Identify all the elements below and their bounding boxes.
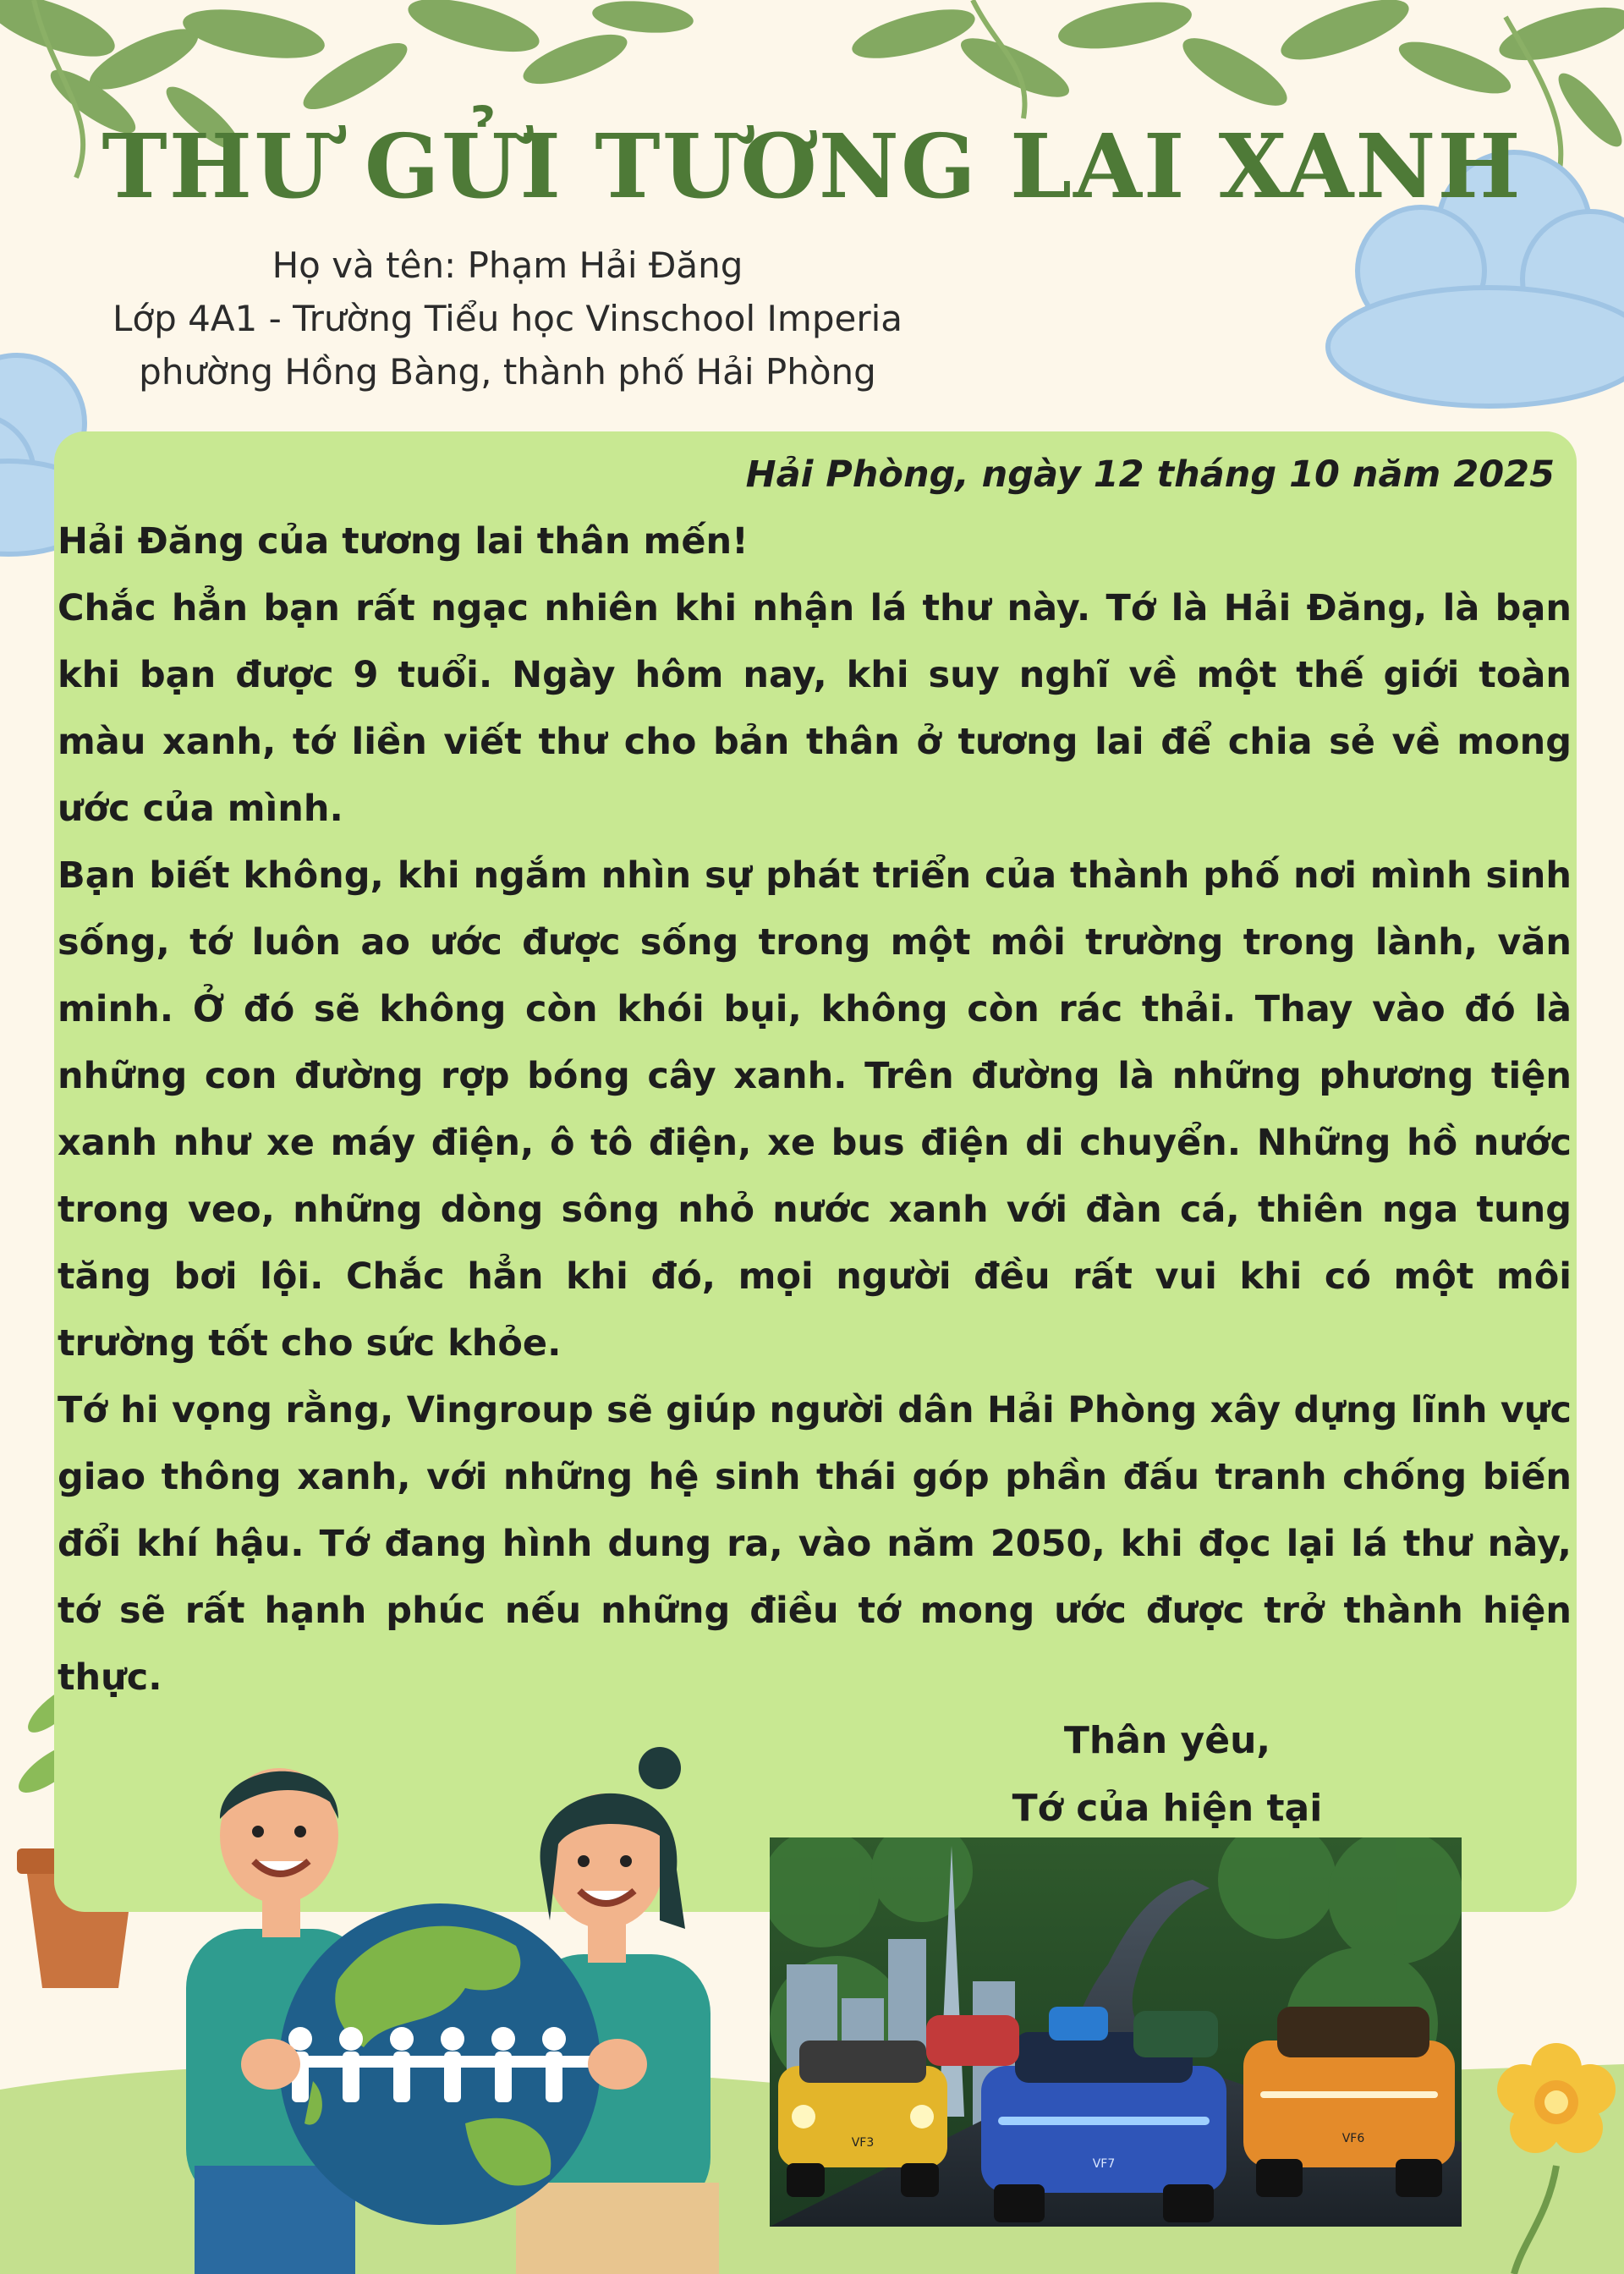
author-name: Họ và tên: Phạm Hải Đăng — [272, 244, 743, 286]
car-label: VF3 — [851, 2136, 875, 2150]
letter-paragraph: Tớ hi vọng rằng, Vingroup sẽ giúp người dân Hải Phòng xây dựng lĩnh vực giao thông xanh, với những hệ sinh thái góp phần đấu tranh chống biến đổi khí hậu. Tớ đang hình dung ra, vào năm 2050, khi đọc lại lá thư này, tớ sẽ rất hạnh phúc nếu những điều tớ mong ước được trở thành hiện thực. — [58, 1389, 1572, 1699]
letter-body — [58, 442, 1572, 1711]
letter-closing — [947, 1707, 1387, 1843]
electric-cars-photo — [770, 1837, 1462, 2227]
letter-greeting: Hải Đăng của tương lai thân mến! — [58, 520, 749, 563]
page-title: THƯ GỬI TƯƠNG LAI XANH — [102, 114, 1522, 218]
signature-line: Tớ của hiện tại — [1012, 1787, 1323, 1830]
letter-date: Hải Phòng, ngày 12 tháng 10 năm 2025 — [745, 453, 1555, 496]
car-label: VF6 — [1341, 2132, 1365, 2145]
author-class: Lớp 4A1 - Trường Tiểu học Vinschool Imperia — [112, 298, 903, 339]
closing-line: Thân yêu, — [1063, 1719, 1271, 1762]
author-address: phường Hồng Bàng, thành phố Hải Phòng — [139, 351, 876, 393]
letter-paragraph: Bạn biết không, khi ngắm nhìn sự phát triển của thành phố nơi mình sinh sống, tớ luôn ao ước được sống trong một môi trường trong lành, văn minh. Ở đó sẽ không còn khói bụi, không còn rác thải. Thay vào đó là những con đường rợp bóng cây xanh. Trên đường là những phương tiện xanh như xe máy điện, ô tô điện, xe bus điện di chuyển. Những hồ nước trong veo, những dòng sông nhỏ nước xanh với đàn cá, thiên nga tung tăng bơi lội. Chắc hẳn khi đó, mọi người đều rất vui khi có một môi trường tốt cho sức khỏe. — [58, 854, 1572, 1365]
car-label: VF7 — [1092, 2157, 1116, 2171]
cars-photo-illustration — [770, 1837, 1462, 2227]
author-info — [51, 239, 964, 398]
kids-globe-illustration — [161, 1726, 736, 2274]
letter-paragraph: Chắc hẳn bạn rất ngạc nhiên khi nhận lá thư này. Tớ là Hải Đăng, là bạn khi bạn được 9 tuổi. Ngày hôm nay, khi suy nghĩ về một thế giới toàn màu xanh, tớ liền viết thư cho bản thân ở tương lai để chia sẻ về mong ước của mình. — [58, 587, 1572, 830]
